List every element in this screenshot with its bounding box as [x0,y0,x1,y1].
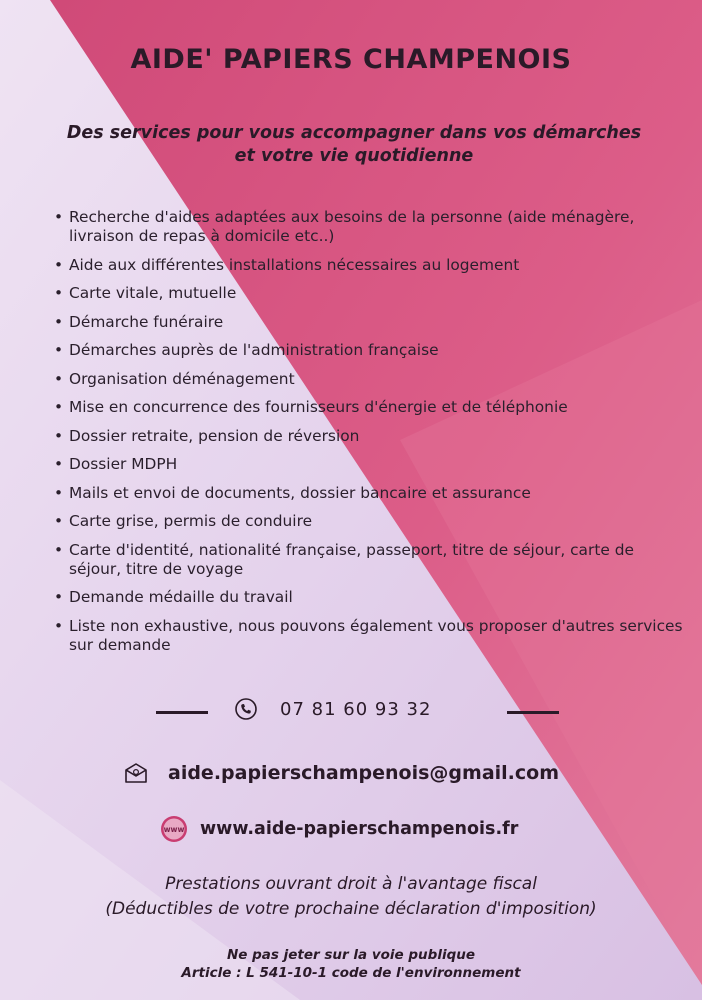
fiscal-notice [30,872,672,922]
website-contact[interactable] [160,815,518,843]
subtitle-line-2: et votre vie quotidienne [234,146,474,166]
flyer-subtitle [24,122,684,168]
service-item: • Démarches auprès de l'administration française [54,341,684,360]
service-item: • Aide aux différentes installations nécessaires au logement [54,256,684,275]
phone-contact[interactable] [234,697,431,721]
fiscal-line-2: (Déductibles de votre prochaine déclaration d'imposition) [105,899,597,919]
service-item: • Dossier retraite, pension de réversion [54,427,684,446]
service-item: • Dossier MDPH [54,455,684,474]
service-item: • Recherche d'aides adaptées aux besoins de la personne (aide ménagère, livraison de repas à domicile etc..) [54,208,684,246]
flyer-title: AIDE' PAPIERS CHAMPENOIS [130,44,572,75]
divider-right [507,711,559,714]
service-item: • Demande médaille du travail [54,588,684,607]
fiscal-line-1: Prestations ouvrant droit à l'avantage fiscal [165,874,537,894]
service-item: • Carte vitale, mutuelle [54,284,684,303]
divider-left [156,711,208,714]
website-url[interactable]: www.aide-papierschampenois.fr [200,819,519,839]
envelope-icon [124,762,148,784]
services-list [54,208,684,664]
phone-icon [234,697,258,721]
subtitle-line-1: Des services pour vous accompagner dans vos démarches [66,123,642,143]
service-item: • Mails et envoi de documents, dossier bancaire et assurance [54,484,684,503]
service-item: • Mise en concurrence des fournisseurs d'énergie et de téléphonie [54,398,684,417]
legal-footer [30,947,672,982]
service-item: • Carte grise, permis de conduire [54,512,684,531]
email-contact[interactable] [124,762,559,784]
service-item: • Carte d'identité, nationalité française, passeport, titre de séjour, carte de séjour, titre de voyage [54,541,684,579]
footer-line-2: Article : L 541-10-1 code de l'environnement [181,964,521,981]
footer-line-1: Ne pas jeter sur la voie publique [226,947,476,963]
email-address[interactable]: aide.papierschampenois@gmail.com [168,762,560,784]
service-item: • Démarche funéraire [54,313,684,332]
www-badge: www [163,825,185,835]
phone-number[interactable]: 07 81 60 93 32 [280,698,432,720]
service-item: • Organisation déménagement [54,370,684,389]
globe-icon [160,815,188,843]
service-item: • Liste non exhaustive, nous pouvons également vous proposer d'autres services sur demande [54,617,684,655]
